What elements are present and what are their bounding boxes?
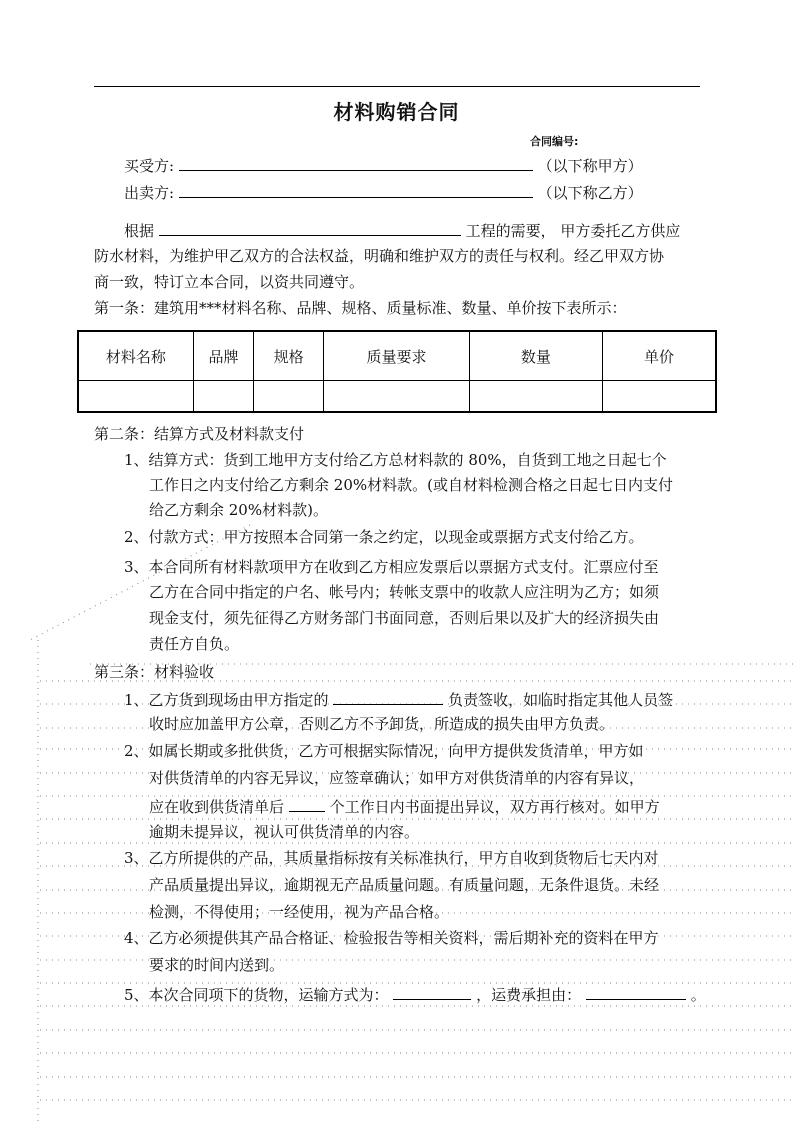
table-header-cell: 单价 — [603, 331, 716, 381]
article-2-line: 乙方在合同中指定的户名、帐号内；转帐支票中的收款人应注明为乙方；如须 — [149, 583, 660, 601]
article-3-item-5 — [124, 983, 706, 1005]
contract-number-label: 合同编号: — [530, 135, 579, 148]
article-3-title: 第三条：材料验收 — [94, 663, 215, 681]
intro-line-1 — [124, 219, 680, 241]
article-2-line: 责任方自负。 — [149, 635, 240, 653]
table-header-cell: 质量要求 — [324, 331, 469, 381]
buyer-suffix: （以下称甲方） — [537, 157, 643, 175]
document-title: 材料购销合同 — [333, 100, 460, 124]
article-1-text: 第一条：建筑用***材料名称、品牌、规格、质量标准、数量、单价按下表所示： — [94, 299, 627, 317]
article-2-line: 给乙方剩余 20%材料款)。 — [149, 501, 328, 519]
article-2-line: 1、结算方式：货到工地甲方支付给乙方总材料款的 80%，自货到工地之日起七个 — [124, 451, 667, 469]
seller-name-blank[interactable] — [179, 181, 533, 198]
article-3-item-1-line-2: 收时应加盖甲方公章，否则乙方不予卸货，所造成的损失由甲方负责。 — [149, 715, 615, 733]
buyer-line — [124, 154, 643, 176]
table-cell[interactable] — [469, 381, 602, 413]
acceptance-prefix: 1、乙方货到现场由甲方指定的 — [124, 691, 329, 709]
table-cell[interactable] — [603, 381, 716, 413]
end-mark: 。 — [690, 986, 706, 1004]
article-3-item-3-line-1: 3、乙方所提供的产品，其质量指标按有关标准执行，甲方自收到货物后七天内对 — [124, 849, 659, 867]
materials-table — [77, 330, 717, 413]
table-row — [78, 381, 716, 413]
objection-suffix: 个工作日内书面提出异议，双方再行核对。如甲方 — [329, 798, 660, 816]
article-3-item-3-line-3: 检测，不得使用；一经使用，视为产品合格。 — [149, 903, 450, 921]
article-3-item-1-line-1 — [124, 688, 673, 710]
article-3-item-2-line-2: 对供货清单的内容无异议，应签章确认；如甲方对供货清单的内容有异议， — [149, 769, 645, 787]
article-3-item-2-line-1: 2、如属长期或多批供货，乙方可根据实际情况，向甲方提供发货清单，甲方如 — [124, 742, 644, 760]
seller-label: 出卖方: — [124, 184, 175, 202]
table-header-cell: 数量 — [469, 331, 602, 381]
transport-method-blank[interactable] — [393, 983, 471, 1000]
freight-bearer-blank[interactable] — [586, 983, 686, 1000]
seller-suffix: （以下称乙方） — [537, 184, 643, 202]
table-header-cell: 材料名称 — [78, 331, 193, 381]
project-name-blank[interactable] — [159, 219, 461, 236]
table-header-cell: 品牌 — [193, 331, 253, 381]
objection-prefix: 应在收到供货清单后 — [149, 798, 285, 816]
table-cell[interactable] — [193, 381, 253, 413]
acceptance-suffix: 负责签收，如临时指定其他人员签 — [448, 691, 674, 709]
table-header-row — [78, 331, 716, 381]
article-2-title: 第二条：结算方式及材料款支付 — [94, 425, 305, 443]
seller-line — [124, 181, 643, 203]
article-2-line: 现金支付，须先征得乙方财务部门书面同意，否则后果以及扩大的经济损失由 — [149, 609, 660, 627]
intro-suffix: 工程的需要， 甲方委托乙方供应 — [465, 222, 681, 240]
freight-label: ，运费承担由： — [476, 986, 582, 1004]
designated-person-blank[interactable] — [333, 688, 443, 705]
article-3-item-3-line-2: 产品质量提出异议，逾期视无产品质量问题。有质量问题，无条件退货。未经 — [149, 876, 660, 894]
header-rule — [94, 86, 700, 87]
buyer-name-blank[interactable] — [179, 154, 533, 171]
article-3-item-2-line-3 — [149, 795, 660, 817]
article-3-item-4-line-2: 要求的时间内送到。 — [149, 956, 285, 974]
table-cell[interactable] — [324, 381, 469, 413]
working-days-blank[interactable] — [289, 795, 325, 812]
table-header-cell: 规格 — [254, 331, 324, 381]
intro-prefix: 根据 — [124, 222, 155, 240]
article-3-item-4-line-1: 4、乙方必须提供其产品合格证、检验报告等相关资料，需后期补充的资料在甲方 — [124, 929, 659, 947]
article-2-line: 3、本合同所有材料款项甲方在收到乙方相应发票后以票据方式支付。汇票应付至 — [124, 558, 659, 576]
article-3-item-2-line-4: 逾期未提异议，视认可供货清单的内容。 — [149, 823, 420, 841]
table-cell[interactable] — [78, 381, 193, 413]
article-2-line: 工作日之内支付给乙方剩余 20%材料款。(或自材料检测合格之日起七日内支付 — [149, 476, 673, 494]
table-cell[interactable] — [254, 381, 324, 413]
intro-line-3: 商一致，特订立本合同，以资共同遵守。 — [94, 273, 365, 291]
transport-prefix: 5、本次合同项下的货物，运输方式为： — [124, 986, 389, 1004]
intro-line-2: 防水材料，为维护甲乙双方的合法权益，明确和维护双方的责任与权利。经乙甲双方协 — [94, 247, 665, 265]
buyer-label: 买受方: — [124, 157, 175, 175]
article-2-line: 2、付款方式：甲方按照本合同第一条之约定，以现金或票据方式支付给乙方。 — [124, 528, 644, 546]
